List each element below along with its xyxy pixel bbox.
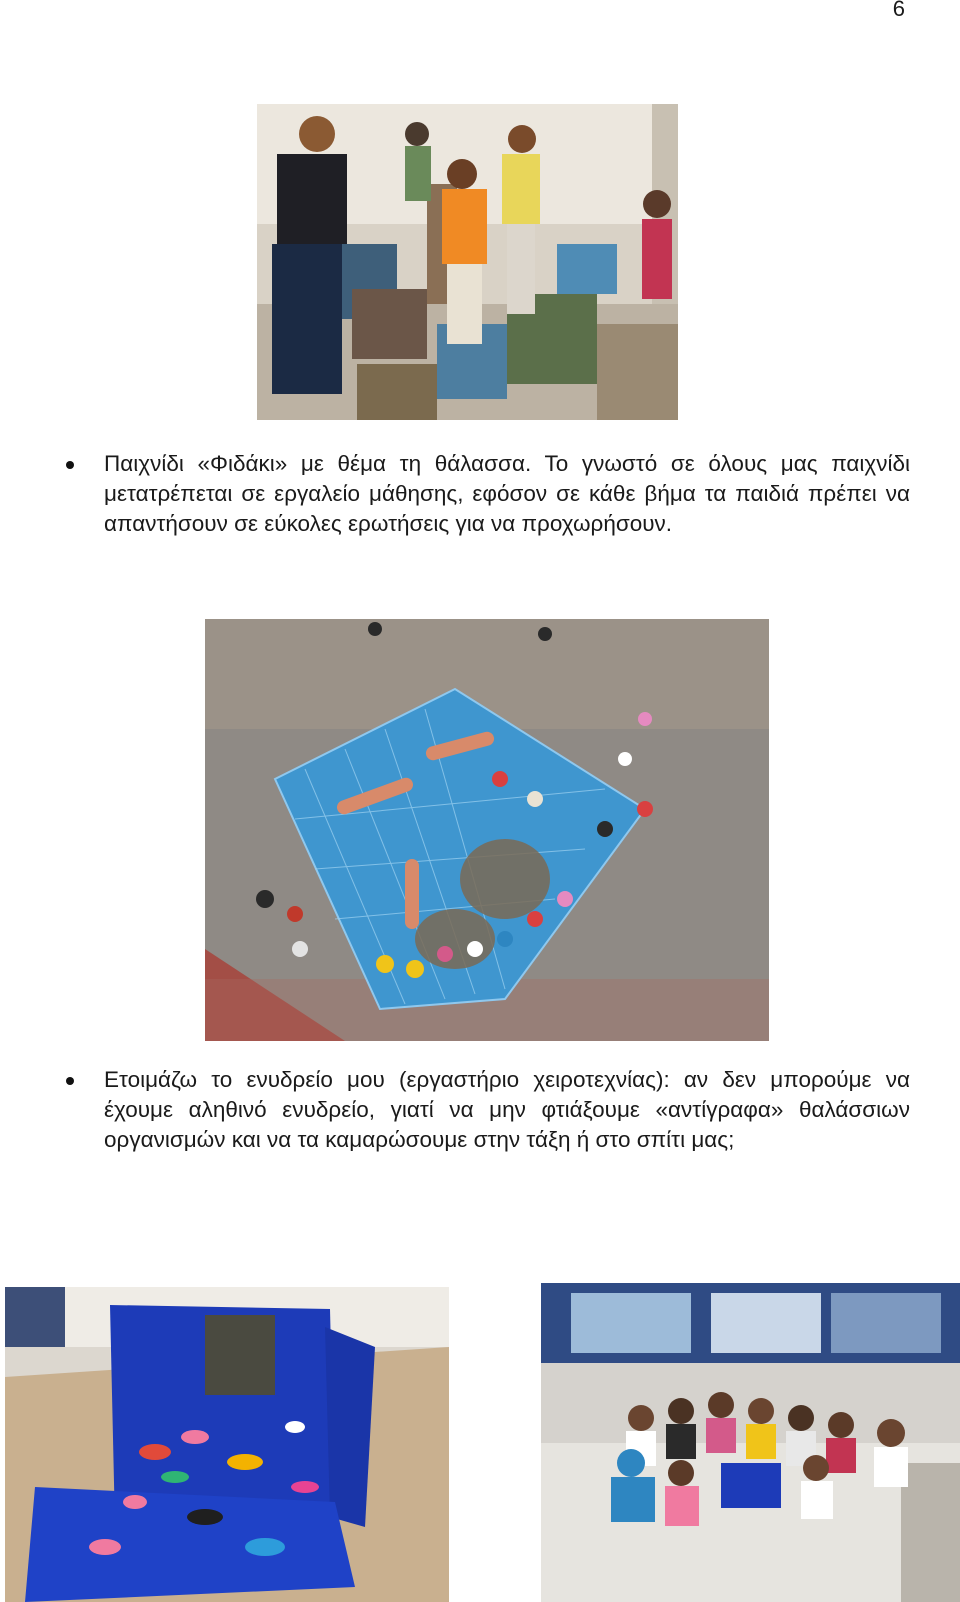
paragraph-text: Ετοιμάζω το ενυδρείο μου (εργαστήριο χειροτεχνίας): αν δεν μπορούμε να έχουμε αληθινό ενυδρείο, γιατί να μην φτιάξουμε «αντίγραφα» θαλάσσιων οργανισμών και να τα καμαρώσουμε στην τάξη ή στο σπίτι μας; (104, 1067, 910, 1152)
paragraph-text: Παιχνίδι «Φιδάκι» με θέμα τη θάλασσα. Το γνωστό σε όλους μας παιχνίδι μετατρέπεται σε εργαλείο μάθησης, εφόσον σε κάθε βήμα τα παιδιά πρέπει να απαντήσουν σε εύκολες ερωτήσεις για να προχωρήσουν. (104, 451, 910, 536)
bullet-paragraph-aquarium (104, 1065, 910, 1155)
bullet-marker (66, 1077, 74, 1085)
photo-cubes (257, 104, 678, 420)
page-number: 6 (892, 0, 905, 21)
bullet-paragraph-snakes-ladders (104, 449, 910, 539)
photo-board-game (205, 619, 769, 1041)
bullet-marker (66, 461, 74, 469)
photo-craft-aquarium (5, 1287, 449, 1602)
photo-group-children (541, 1283, 960, 1602)
